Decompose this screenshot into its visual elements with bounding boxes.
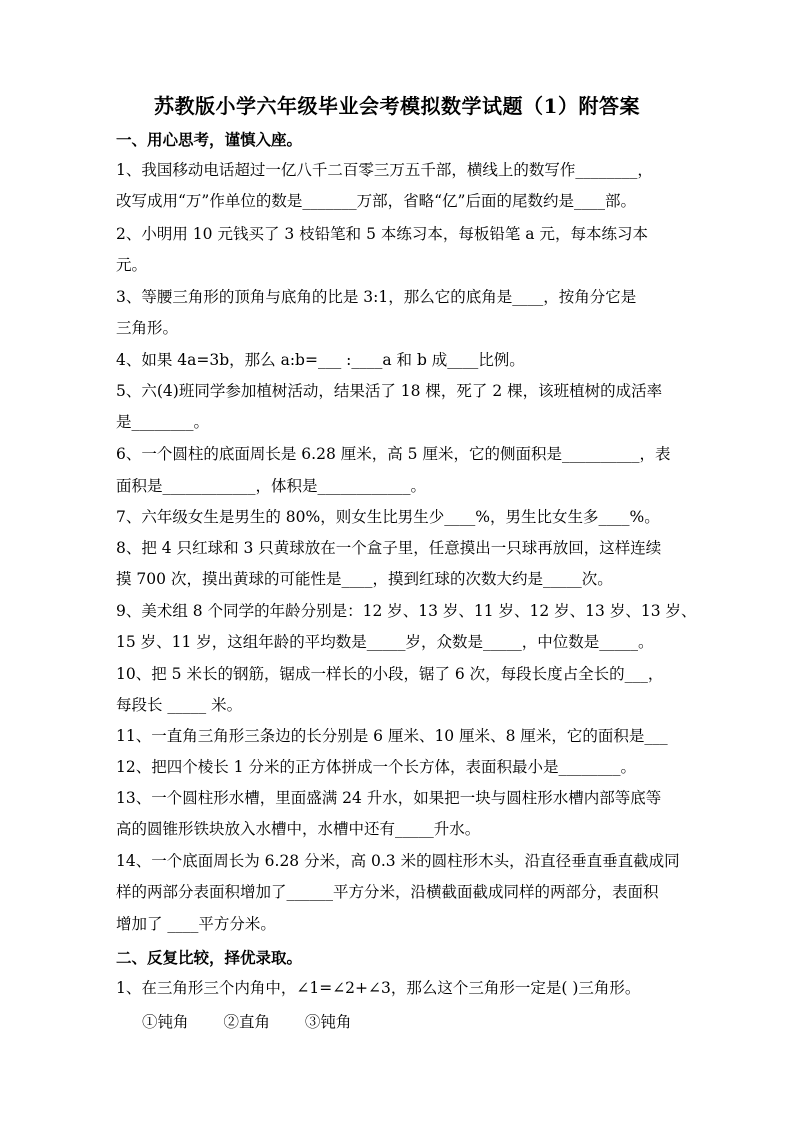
question-line: 1、在三角形三个内角中，∠1=∠2+∠3，那么这个三角形一定是( )三角形。	[116, 979, 641, 997]
option-2: ②直角	[223, 1013, 270, 1031]
question-line: 2、小明用 10 元钱买了 3 枝铅笔和 5 本练习本，每板铅笔 a 元，每本练习本	[116, 225, 648, 243]
question-line: 1、我国移动电话超过一亿八千二百零三万五千部，横线上的数写作________，	[116, 161, 653, 179]
question-line: 3、等腰三角形的顶角与底角的比是 3:1，那么它的底角是____，按角分它是	[116, 288, 637, 306]
section-heading-2: 二、反复比较，择优录取。	[116, 949, 303, 967]
question-line: 4、如果 4a=3b，那么 a:b=___ :____a 和 b 成____比例。	[116, 351, 525, 369]
question-line: 14、一个底面周长为 6.28 分米，高 0.3 米的圆柱形木头，沿直径垂直垂直截成同	[116, 852, 680, 870]
question-line: 三角形。	[116, 319, 179, 337]
question-line: 15 岁、11 岁，这组年龄的平均数是_____岁，众数是_____，中位数是_____。	[116, 633, 654, 651]
page-title: 苏教版小学六年级毕业会考模拟数学试题（1）附答案	[154, 94, 640, 118]
question-line: 每段长 _____ 米。	[116, 696, 243, 714]
question-line: 样的两部分表面积增加了______平方分米，沿横截面截成同样的两部分，表面积	[116, 883, 659, 901]
question-line: 10、把 5 米长的钢筋，锯成一样长的小段，锯了 6 次，每段长度占全长的___，	[116, 665, 664, 683]
question-line: 12、把四个棱长 1 分米的正方体拼成一个长方体，表面积最小是________。	[116, 758, 636, 776]
question-line: 8、把 4 只红球和 3 只黄球放在一个盒子里，任意摸出一只球再放回，这样连续	[116, 539, 662, 557]
option-3: ③钝角	[304, 1013, 352, 1031]
question-line: 增加了 ____平方分米。	[116, 915, 276, 933]
section-heading-1: 一、用心思考，谨慎入座。	[116, 131, 303, 149]
question-line: 改写成用“万”作单位的数是_______万部，省略“亿”后面的尾数约是____部。	[116, 192, 636, 210]
question-line: 面积是____________，体积是____________。	[116, 477, 427, 495]
question-line: 高的圆锥形铁块放入水槽中，水槽中还有_____升水。	[116, 820, 481, 838]
question-line: 9、美术组 8 个同学的年龄分别是：12 岁、13 岁、11 岁、12 岁、13 岁、13 岁、	[116, 602, 697, 620]
answer-options	[142, 1010, 381, 1032]
option-1: ①钝角	[142, 1013, 189, 1031]
question-line: 11、一直角三角形三条边的长分别是 6 厘米、10 厘米、8 厘米，它的面积是___	[116, 727, 668, 745]
question-line: 5、六(4)班同学参加植树活动，结果活了 18 棵，死了 2 棵，该班植树的成活率	[116, 382, 663, 400]
question-line: 是________。	[116, 413, 210, 431]
question-line: 6、一个圆柱的底面周长是 6.28 厘米，高 5 厘米，它的侧面积是__________，表	[116, 445, 671, 463]
question-line: 7、六年级女生是男生的 80%，则女生比男生少____%，男生比女生多____%。	[116, 508, 660, 526]
question-line: 元。	[116, 256, 148, 274]
question-line: 摸 700 次，摸出黄球的可能性是____，摸到红球的次数大约是_____次。	[116, 570, 613, 588]
question-line: 13、一个圆柱形水槽，里面盛满 24 升水，如果把一块与圆柱形水槽内部等底等	[116, 789, 662, 807]
